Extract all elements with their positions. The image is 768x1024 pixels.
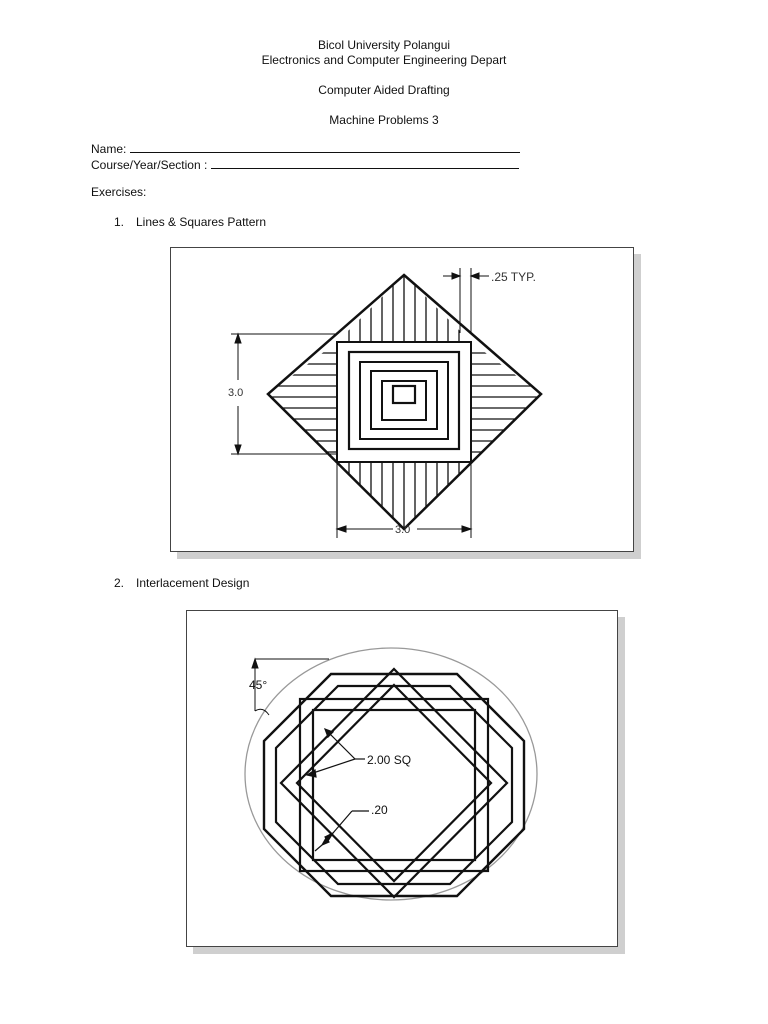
width-label: .20	[371, 803, 388, 817]
width-label: 3.0	[395, 524, 411, 536]
square-label: 2.00 SQ	[367, 753, 412, 767]
exercise-item-1	[114, 215, 266, 229]
figure-lines-squares	[170, 247, 634, 552]
name-line	[91, 141, 520, 157]
section-label: Course/Year/Section :	[91, 158, 208, 172]
course-title: Computer Aided Drafting	[318, 83, 450, 97]
typ-dimension	[443, 268, 489, 333]
document-header	[0, 38, 768, 128]
name-blank[interactable]	[130, 141, 520, 153]
student-info-form	[91, 141, 520, 173]
exercise-number: 2.	[114, 576, 125, 590]
outer-octagon	[264, 674, 524, 896]
lines-squares-drawing	[171, 248, 633, 551]
square-leader	[307, 729, 365, 777]
name-label: Name:	[91, 142, 127, 156]
exercise-number: 1.	[114, 215, 125, 229]
exercise-item-2	[114, 576, 249, 590]
square-band-outer	[300, 699, 488, 871]
department-name: Electronics and Computer Engineering Depart	[261, 53, 507, 67]
angle-label: 45°	[249, 678, 268, 692]
document-title: Machine Problems 3	[329, 113, 439, 127]
rotated-band-outer	[281, 669, 507, 897]
exercise-label: Lines & Squares Pattern	[136, 215, 267, 229]
interlacement-drawing	[187, 611, 617, 946]
section-blank[interactable]	[211, 157, 519, 169]
figure-interlacement	[186, 610, 618, 947]
section-line	[91, 157, 520, 173]
exercises-heading: Exercises:	[91, 185, 147, 199]
exercise-label: Interlacement Design	[136, 576, 250, 590]
height-label: 3.0	[228, 387, 244, 399]
university-name: Bicol University Polangui	[317, 38, 451, 52]
height-dimension	[231, 334, 337, 454]
typ-label: .25 TYP.	[491, 270, 536, 284]
